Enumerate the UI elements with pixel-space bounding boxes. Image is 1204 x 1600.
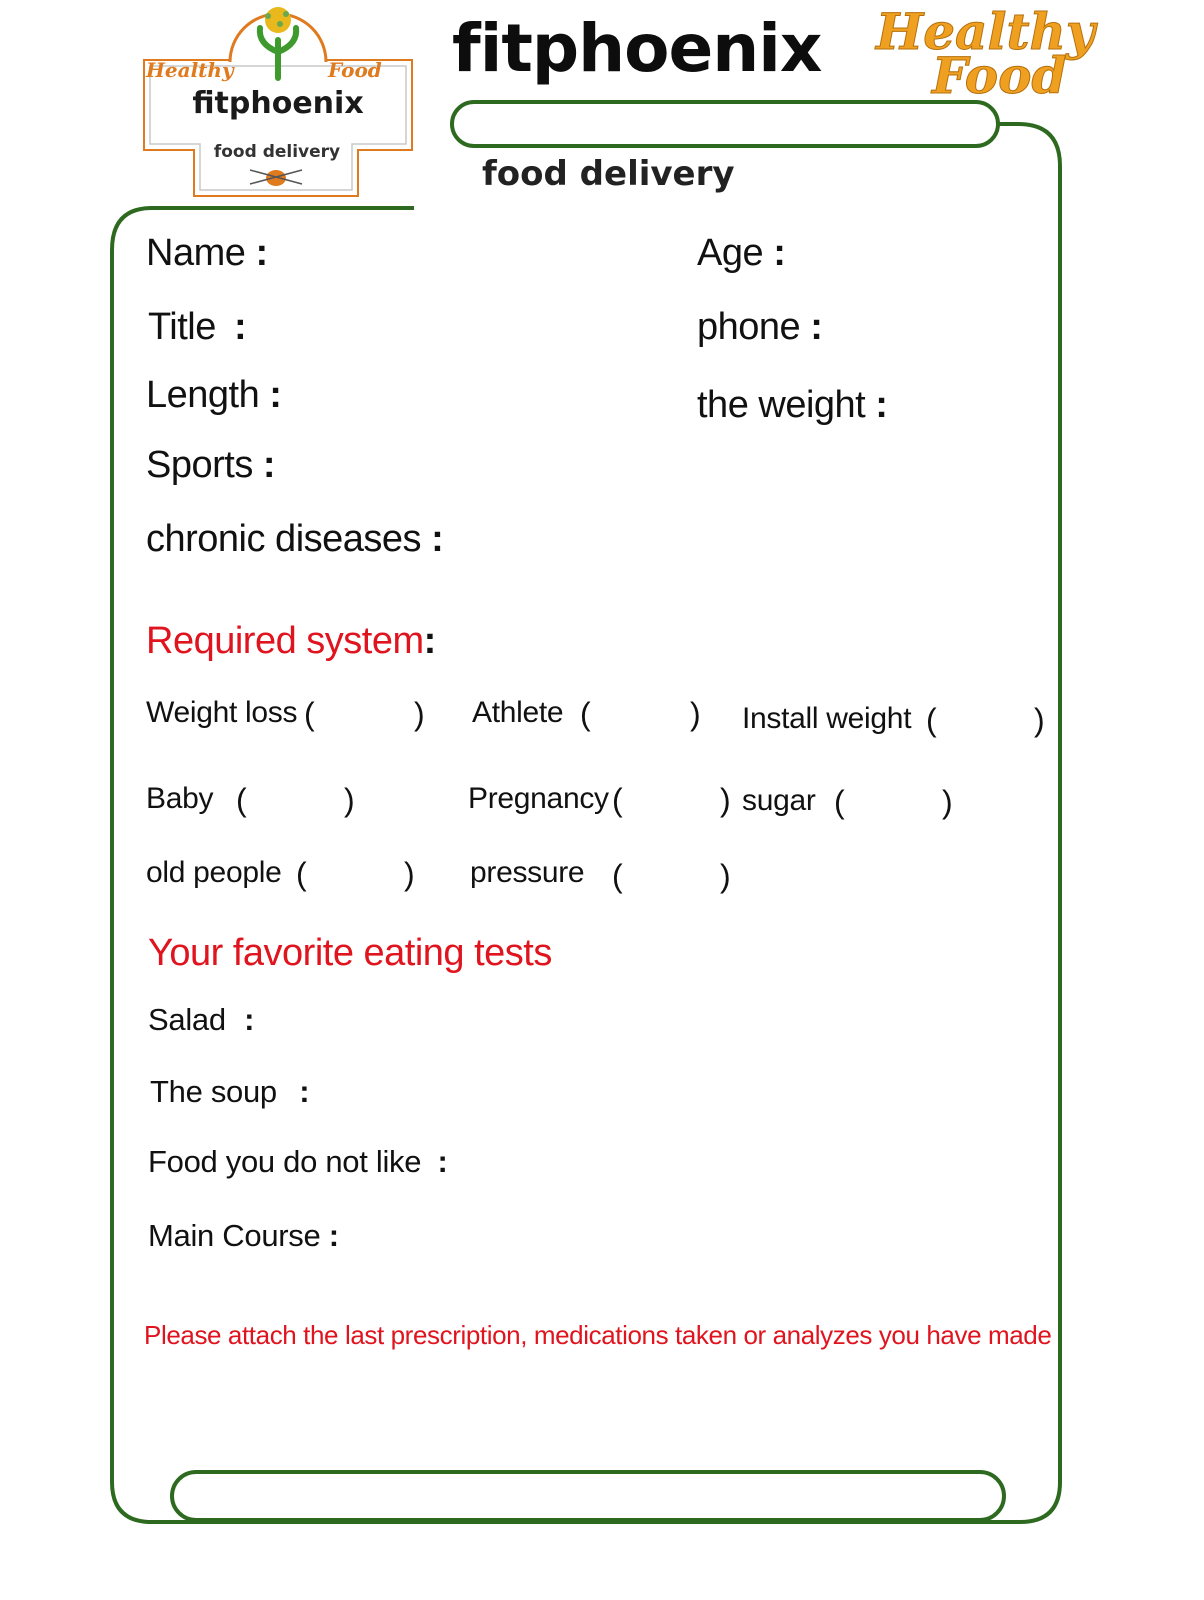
logo-brand-text: fitphoenix	[192, 86, 364, 121]
colon: :	[437, 1144, 448, 1179]
field-weight[interactable]	[697, 384, 887, 427]
option-baby-close: )	[344, 782, 355, 818]
field-length-label: Length	[146, 374, 260, 416]
field-age[interactable]	[697, 232, 785, 275]
colon: :	[431, 518, 444, 560]
option-weight-loss-open: (	[304, 696, 315, 732]
option-sugar-close: )	[942, 784, 953, 820]
colon: :	[423, 620, 436, 662]
checkbox-sugar[interactable]	[854, 786, 940, 822]
option-athlete-close: )	[690, 696, 701, 732]
colon: :	[328, 1218, 339, 1253]
colon: :	[810, 306, 823, 348]
option-old-people-open: (	[296, 856, 307, 892]
option-pressure-label: pressure	[470, 856, 585, 889]
colon: :	[875, 384, 888, 426]
colon: :	[262, 444, 276, 486]
field-name[interactable]	[146, 232, 268, 275]
required-system-text: Required system	[146, 620, 424, 662]
field-age-label: Age	[697, 232, 764, 274]
option-pressure-close: )	[720, 858, 731, 894]
field-soup[interactable]	[150, 1074, 309, 1110]
colon: :	[269, 374, 282, 416]
field-disliked-food[interactable]	[148, 1144, 448, 1180]
option-weight-loss-label: Weight loss	[146, 696, 298, 729]
field-salad[interactable]	[148, 1002, 254, 1038]
checkbox-weight-loss[interactable]	[326, 698, 412, 734]
field-length[interactable]	[146, 374, 281, 417]
field-salad-label: Salad	[148, 1002, 226, 1037]
logo-healthy-text: Healthy	[146, 58, 234, 82]
brand-logo	[140, 0, 416, 204]
option-install-weight-label: Install weight	[742, 702, 912, 735]
option-sugar-label: sugar	[742, 784, 816, 817]
field-soup-label: The soup	[150, 1074, 277, 1109]
checkbox-baby[interactable]	[256, 784, 342, 820]
field-sports[interactable]	[146, 444, 275, 487]
field-chronic-diseases[interactable]	[146, 518, 443, 561]
checkbox-pressure[interactable]	[632, 860, 718, 896]
brand-title: fitphoenix	[452, 10, 822, 87]
colon: :	[255, 232, 268, 274]
option-pregnancy-label: Pregnancy	[468, 782, 609, 815]
favorites-heading: Your favorite eating tests	[148, 932, 552, 974]
attachment-note: Please attach the last prescription, medications taken or analyzes you have made	[144, 1320, 1052, 1350]
option-baby-open: (	[236, 782, 247, 818]
option-pregnancy-open: (	[612, 782, 623, 818]
field-title[interactable]	[148, 306, 246, 349]
option-install-weight-open: (	[926, 702, 937, 738]
option-pressure-open: (	[612, 858, 623, 894]
option-old-people-close: )	[404, 856, 415, 892]
option-athlete-open: (	[580, 696, 591, 732]
field-phone[interactable]	[697, 306, 822, 349]
colon: :	[233, 306, 247, 348]
checkbox-athlete[interactable]	[600, 698, 686, 734]
option-weight-loss-close: )	[414, 696, 425, 732]
option-athlete-label: Athlete	[472, 696, 564, 729]
food-label: Food	[932, 46, 1067, 105]
option-install-weight-close: )	[1034, 702, 1045, 738]
field-sports-label: Sports	[146, 444, 253, 486]
healthy-label: Healthy	[876, 2, 1095, 61]
colon: :	[299, 1074, 310, 1109]
field-main-course[interactable]	[148, 1218, 339, 1254]
checkbox-old-people[interactable]	[316, 858, 402, 894]
checkbox-pregnancy[interactable]	[632, 784, 718, 820]
page-subtitle: food delivery	[482, 154, 735, 194]
field-chronic-label: chronic diseases	[146, 518, 422, 560]
field-name-label: Name	[146, 232, 246, 274]
field-weight-label: the weight	[697, 384, 866, 426]
option-old-people-label: old people	[146, 856, 282, 889]
logo-food-text: Food	[328, 58, 382, 82]
colon: :	[244, 1002, 255, 1037]
option-pregnancy-close: )	[720, 782, 731, 818]
checkbox-install-weight[interactable]	[946, 704, 1032, 740]
field-dislike-label: Food you do not like	[148, 1144, 422, 1179]
colon: :	[773, 232, 786, 274]
field-title-label: Title	[148, 306, 216, 348]
logo-subtitle: food delivery	[213, 142, 341, 162]
field-main-label: Main Course	[148, 1218, 321, 1253]
field-phone-label: phone	[697, 306, 801, 348]
option-baby-label: Baby	[146, 782, 214, 815]
option-sugar-open: (	[834, 784, 845, 820]
required-system-heading	[146, 620, 436, 663]
